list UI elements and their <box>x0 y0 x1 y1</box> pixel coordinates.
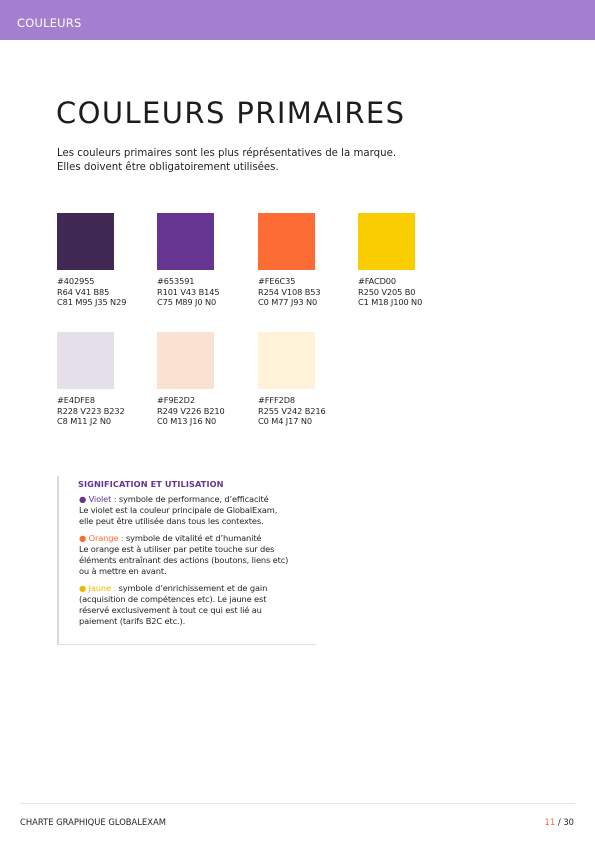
color-chip <box>358 213 415 270</box>
swatch-light-yellow <box>258 332 358 427</box>
color-chip <box>57 213 114 270</box>
cmjn-values: C0 M13 J16 N0 <box>157 416 217 426</box>
cmjn-values: C0 M4 J17 N0 <box>258 416 312 426</box>
color-chip <box>57 332 114 389</box>
hex-code: #F9E2D2 <box>157 395 195 405</box>
hex-code: #FACD00 <box>358 276 397 286</box>
cmjn-values: C81 M95 J35 N29 <box>57 297 127 307</box>
current-page: 11 <box>544 817 556 827</box>
cmjn-values: C0 M77 J93 N0 <box>258 297 318 307</box>
orange-key: ● Orange : <box>79 533 124 543</box>
hex-code: #653591 <box>157 276 195 286</box>
footer-divider <box>20 803 575 804</box>
hex-code: #402955 <box>57 276 95 286</box>
header-bar <box>0 0 595 40</box>
violet-meaning: symbole de performance, d’efficacité <box>116 494 269 504</box>
cmjn-values: C8 M11 J2 N0 <box>57 416 111 426</box>
swatch-orange <box>258 213 358 308</box>
jaune-key: ● Jaune : <box>79 583 117 593</box>
intro-paragraph <box>57 147 396 174</box>
orange-line: Le orange est à utiliser par petite touche sur des <box>79 544 275 554</box>
rvb-values: R249 V226 B210 <box>157 405 225 416</box>
jaune-meaning: symbole d’enrichissement et de gain <box>116 583 268 593</box>
intro-line: Elles doivent être obligatoirement utilisées. <box>57 161 279 173</box>
orange-line: éléments entraînant des actions (boutons, liens etc) <box>79 555 289 565</box>
jaune-line: paiement (tarifs B2C etc.). <box>79 616 186 626</box>
rvb-values: R255 V242 B216 <box>258 405 326 416</box>
jaune-line: (acquisition de compétences etc). Le jaune est <box>79 594 267 604</box>
rvb-values: R101 V43 B145 <box>157 286 220 297</box>
swatch-light-violet <box>57 332 157 427</box>
hex-code: #FE6C35 <box>258 276 296 286</box>
color-chip <box>157 332 214 389</box>
section-title: COULEURS <box>17 16 82 30</box>
page-number <box>545 817 575 827</box>
footer-document-title: CHARTE GRAPHIQUE GLOBALEXAM <box>20 817 166 827</box>
color-chip <box>258 332 315 389</box>
intro-line: Les couleurs primaires sont les plus réprésentatives de la marque. <box>57 148 397 159</box>
rvb-values: R228 V223 B232 <box>57 405 125 416</box>
rvb-values: R254 V108 B53 <box>258 286 321 297</box>
jaune-line: réservé exclusivement à tout ce qui est lié au <box>79 605 262 615</box>
swatch-dark-violet <box>57 213 157 308</box>
orange-meaning: symbole de vitalité et d’humanité <box>123 533 262 543</box>
cmjn-values: C1 M18 J100 N0 <box>358 297 423 307</box>
rvb-values: R64 V41 B85 <box>57 286 110 297</box>
rvb-values: R250 V205 B0 <box>358 286 416 297</box>
swatch-light-orange <box>157 332 257 427</box>
orange-description <box>79 533 319 577</box>
violet-description <box>79 494 319 527</box>
signification-title: SIGNIFICATION ET UTILISATION <box>78 479 224 489</box>
hex-code: #FFF2D8 <box>258 395 296 405</box>
color-chip <box>157 213 214 270</box>
orange-line: ou à mettre en avant. <box>79 566 167 576</box>
violet-line: Le violet est la couleur principale de GlobalExam, <box>79 505 278 515</box>
total-pages: / 30 <box>557 817 574 827</box>
jaune-description <box>79 583 319 627</box>
swatch-yellow <box>358 213 458 308</box>
swatch-violet <box>157 213 257 308</box>
violet-key: ● Violet : <box>79 494 117 504</box>
hex-code: #E4DFE8 <box>57 395 95 405</box>
page-title: COULEURS PRIMAIRES <box>56 96 406 130</box>
violet-line: elle peut être utilisée dans tous les contextes. <box>79 516 264 526</box>
color-chip <box>258 213 315 270</box>
cmjn-values: C75 M89 J0 N0 <box>157 297 217 307</box>
